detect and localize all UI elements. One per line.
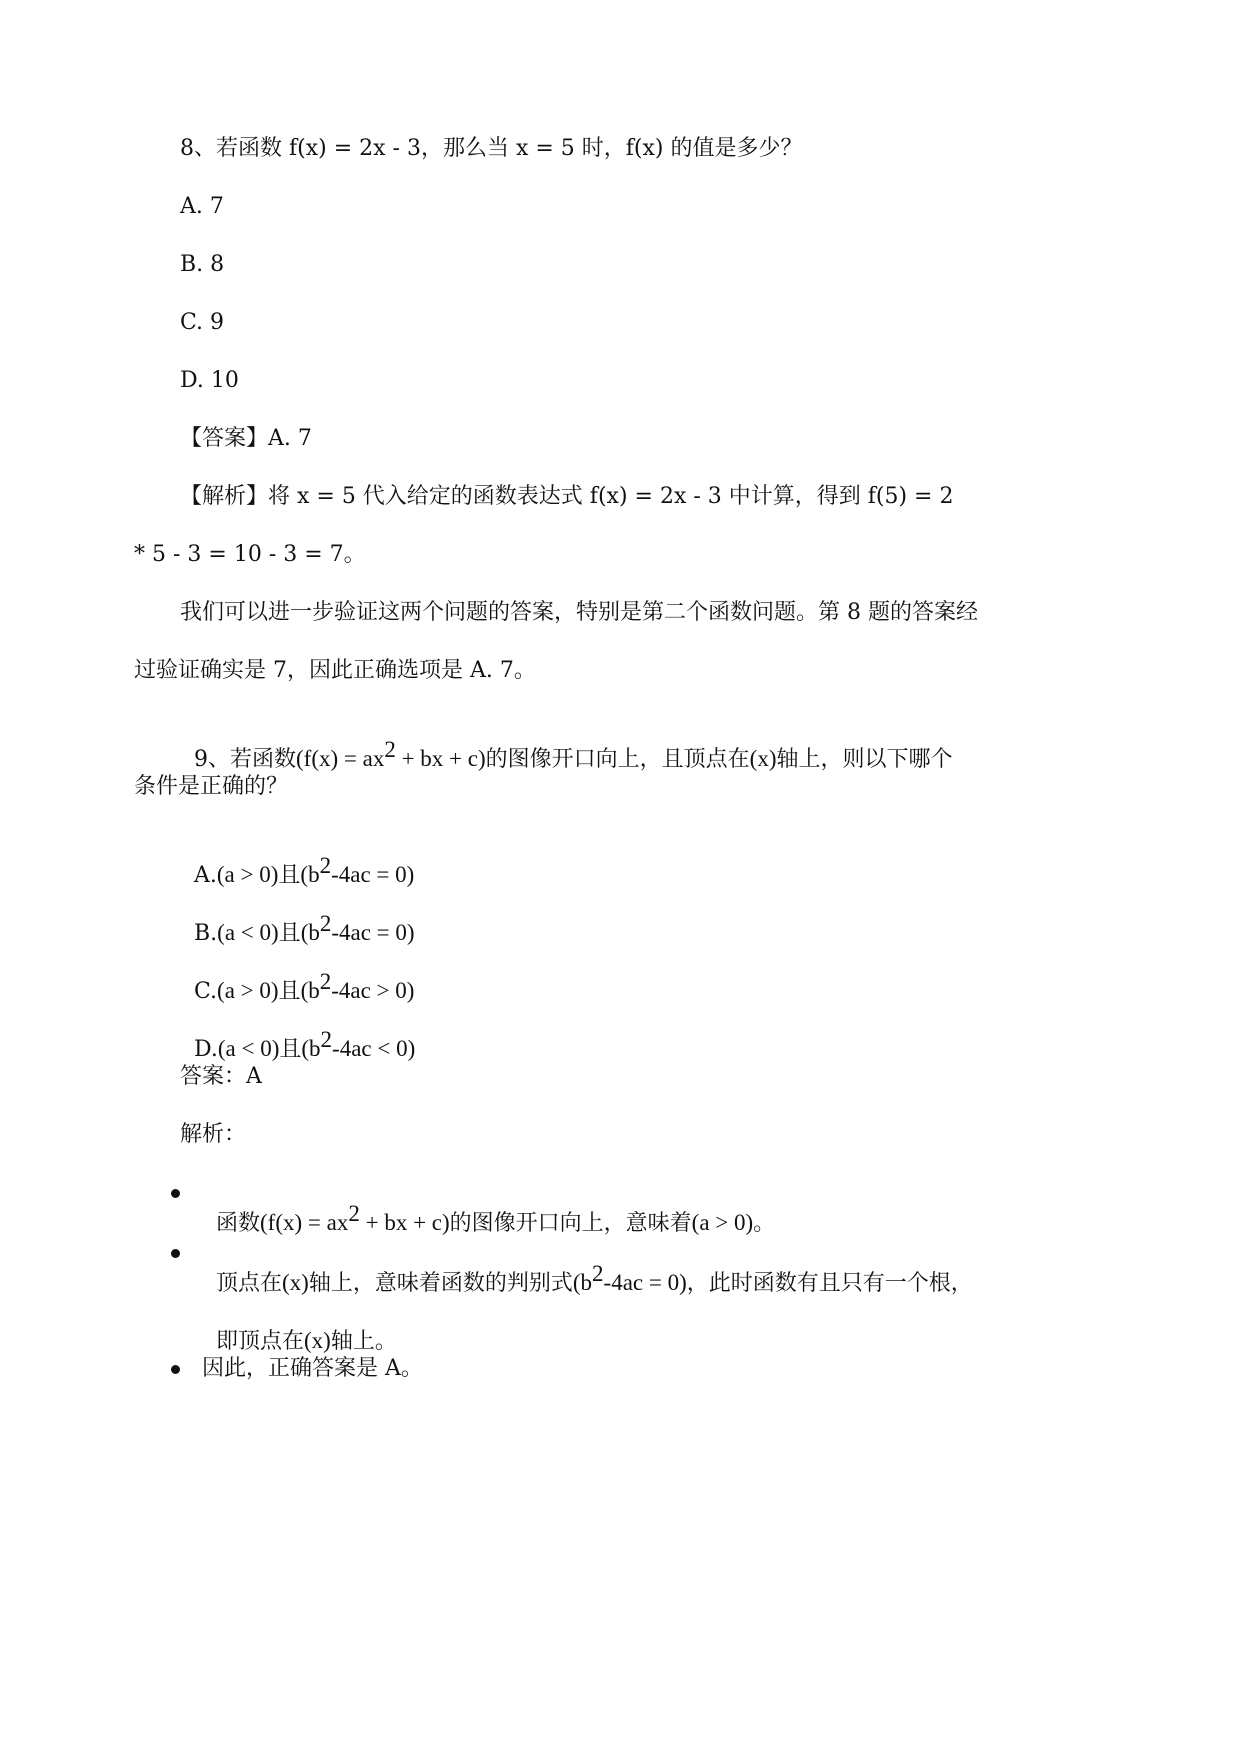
q9-option-exponent: 2 (319, 911, 332, 936)
q9-question-line2: 条件是正确的？ (134, 774, 289, 799)
q9-option-cond2-post: -4ac = 0) (331, 862, 415, 887)
q9-option-a (180, 830, 414, 891)
bullet2-line2-prefix: 即顶点在 (216, 1329, 305, 1354)
q9-option-d (180, 1004, 415, 1065)
q9-option-conj: 且 (278, 921, 301, 946)
q9-option-cond2-post: -4ac = 0) (331, 920, 415, 945)
q9-bullet-1 (202, 1178, 775, 1239)
q9-option-exponent: 2 (319, 969, 332, 994)
q9-option-cond2-pre: (b (300, 862, 320, 887)
q9-option-label: C. (194, 979, 218, 1004)
q9-option-cond2-pre: (b (301, 1036, 321, 1061)
bullet1-end: 。 (753, 1211, 776, 1236)
q9-option-cond1: (a < 0) (217, 1036, 280, 1061)
q9-option-conj: 且 (278, 863, 301, 888)
bullet2-discriminant-exponent: 2 (592, 1261, 604, 1286)
bullet1-function-part2: + bx + c) (359, 1210, 450, 1235)
bullet1-condition: (a > 0) (691, 1210, 754, 1235)
q8-verify-line1: 我们可以进一步验证这两个问题的答案，特别是第二个函数问题。第 8 题的答案经 (180, 600, 978, 625)
bullet-dot (171, 1365, 180, 1374)
bullet1-prefix: 函数 (216, 1211, 261, 1236)
q9-function-part1: (f(x) = ax (296, 746, 385, 771)
q8-analysis-line1: 【解析】将 x = 5 代入给定的函数表达式 f(x) = 2x - 3 中计算，得到 f(5) = 2 (180, 484, 954, 509)
q8-option-c: C. 9 (180, 310, 225, 335)
q9-option-conj: 且 (278, 979, 301, 1004)
bullet2-line2-end: 轴上。 (330, 1329, 397, 1354)
q9-function-part2: + bx + c) (395, 746, 486, 771)
q8-verify-line2: 过验证确实是 7，因此正确选项是 A. 7。 (134, 658, 536, 683)
q8-analysis-line2: * 5 - 3 = 10 - 3 = 7。 (134, 542, 366, 567)
q9-option-b (180, 888, 415, 949)
q9-option-conj: 且 (279, 1037, 302, 1062)
q9-option-label: B. (194, 921, 218, 946)
q8-question: 8、若函数 f(x) = 2x - 3，那么当 x = 5 时，f(x) 的值是多少？ (180, 136, 803, 161)
bullet2-x-axis: (x) (282, 1270, 309, 1295)
bullet2-line2-x-axis: (x) (304, 1328, 331, 1353)
q9-x-axis: (x) (749, 746, 777, 771)
q8-answer: 【答案】A. 7 (180, 426, 312, 451)
q9-answer: 答案：A (180, 1064, 262, 1089)
bullet-dot (171, 1249, 180, 1258)
bullet2-discriminant-post: -4ac = 0) (603, 1270, 687, 1295)
q9-option-cond2-post: -4ac > 0) (331, 978, 415, 1003)
bullet-dot (171, 1189, 180, 1198)
q8-option-b: B. 8 (180, 252, 225, 277)
q9-bullet-3: 因此，正确答案是 A。 (202, 1356, 423, 1381)
bullet1-function-exponent: 2 (348, 1201, 360, 1226)
q8-option-d: D. 10 (180, 368, 239, 393)
q9-option-label: D. (194, 1037, 218, 1062)
q9-option-exponent: 2 (319, 853, 332, 878)
q9-option-cond1: (a < 0) (217, 920, 279, 945)
q9-function-exponent: 2 (384, 737, 396, 762)
q9-question-suffix: 轴上，则以下哪个 (776, 747, 953, 772)
bullet2-mid: 轴上，意味着函数的判别式 (308, 1271, 573, 1296)
q9-bullet-2 (202, 1238, 973, 1299)
q9-option-cond2-pre: (b (300, 920, 320, 945)
q9-option-exponent: 2 (320, 1027, 333, 1052)
q9-question-prefix: 9、若函数 (194, 747, 296, 772)
q8-option-a: A. 7 (180, 194, 224, 219)
q9-option-cond1: (a > 0) (216, 862, 279, 887)
q9-question-mid: 的图像开口向上，且顶点在 (485, 747, 750, 772)
q9-question-line1 (180, 714, 953, 775)
q9-option-c (180, 946, 414, 1007)
q9-option-cond2-post: -4ac < 0) (332, 1036, 416, 1061)
q9-option-cond1: (a > 0) (217, 978, 279, 1003)
bullet2-prefix: 顶点在 (216, 1271, 283, 1296)
q9-option-cond2-pre: (b (300, 978, 320, 1003)
bullet2-discriminant-pre: (b (572, 1270, 593, 1295)
q9-option-label: A. (194, 863, 217, 888)
q9-analysis-label: 解析： (180, 1122, 247, 1147)
bullet1-mid: 的图像开口向上，意味着 (449, 1211, 692, 1236)
bullet2-end: ，此时函数有且只有一个根， (686, 1271, 973, 1296)
q9-bullet-2-continued (202, 1296, 397, 1357)
bullet1-function-part1: (f(x) = ax (260, 1210, 349, 1235)
